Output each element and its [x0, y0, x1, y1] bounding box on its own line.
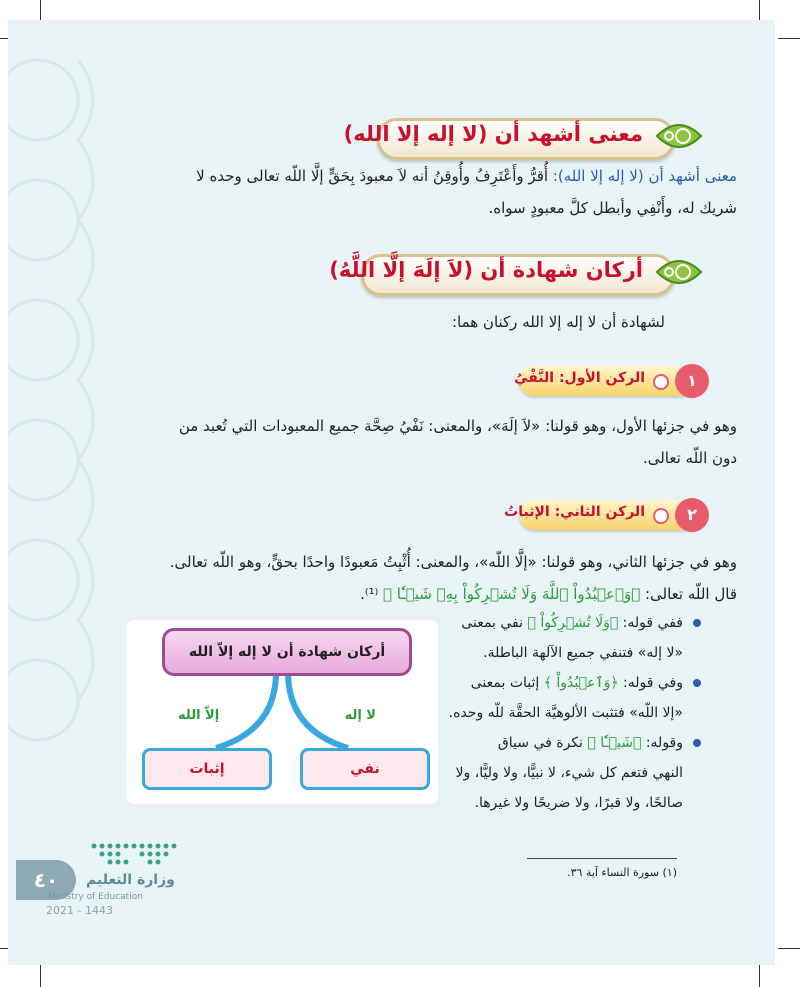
bullet-item: وقوله: ﴿شَيۡـٔٗا ﴾ نكرة في سياق النهي فتعم كل شيء، لا نبيًّا، ولا وليًّا، ولا صالحًا، ولا قبرًا، ولا ضريحًا ولا غيرها.	[353, 728, 683, 818]
paragraph-text: شريك له، وأَنْفِي وأبطل كلَّ معبودٍ سواه.	[488, 199, 737, 217]
diagram-negation-box: نفي	[300, 748, 430, 790]
diagram-right-label: لا إله	[344, 708, 376, 723]
dots-logo-icon	[88, 840, 188, 870]
pillar1-label: الركن الأول: النَّفْيُ	[514, 370, 645, 386]
textbook-page	[8, 20, 775, 965]
pillar1-paragraph	[17, 410, 737, 474]
quran-verse: ﴿وَٱعۡبُدُواْ ﴾	[543, 675, 619, 691]
pillar2-number: ٢	[675, 498, 709, 532]
diagram-affirmation-box: إثبات	[142, 748, 272, 790]
crop-mark	[778, 38, 800, 39]
paragraph-text: وهو في جزئها الثاني، وهو قولنا: «إلَّا اللّه»، والمعنى: أُثْبِتُ مَعبودًا واحدًا بحقٍّ، وهو اللّه تعالى.	[169, 553, 737, 571]
paragraph-text: وهو في جزئها الأول، وهو قولنا: «لاَ إلَهَ»، والمعنى: نَفْيُ صِحَّة جميع المعبودات التي تُعبد من	[178, 417, 737, 435]
section1-title: معنى أشهد أن (لا إله إلا الله)	[343, 122, 643, 146]
bullet-icon	[693, 619, 701, 627]
crop-mark	[759, 0, 760, 22]
quran-verse: ﴿وَلَا تُشۡرِكُواْ ﴾	[527, 615, 619, 631]
diagram-left-label: إلاّ الله	[178, 708, 220, 723]
bullet-icon	[693, 679, 701, 687]
pillar2-label: الركن الثاني: الإثباتُ	[504, 504, 645, 520]
diagram-title: أركان شهادة أن لا إله إلاّ الله	[162, 628, 412, 676]
pillars-diagram	[126, 620, 438, 804]
section1-paragraph	[37, 160, 737, 224]
circle-icon	[653, 508, 669, 524]
ministry-english: Ministry of Education	[48, 892, 143, 902]
circle-icon	[653, 374, 669, 390]
section2-title: أركان شهادة أن (لاَ إلَهَ إلَّا اللَّهُ)	[329, 258, 643, 282]
leaf-ornament-icon	[653, 114, 705, 158]
paragraph-text: قال اللّه تعالى:	[640, 585, 737, 603]
leaf-ornament-icon	[653, 250, 705, 294]
pillar2-paragraph	[17, 546, 737, 610]
crop-mark	[759, 965, 760, 987]
footnote-divider	[527, 858, 677, 859]
bullet-item: وفي قوله: ﴿وَٱعۡبُدُواْ ﴾ إثبات بمعنى «إلا اللّه» فتثبت الألوهيَّة الحقَّة للّه وحده.	[353, 668, 683, 728]
footnote: (١) سورة النساء آية ٣٦.	[567, 866, 677, 879]
section1-banner	[343, 116, 705, 156]
section2-banner	[329, 252, 705, 292]
bullet-item: ففي قوله: ﴿وَلَا تُشۡرِكُواْ ﴾ نفي بمعنى «لا إله» فتنفي جميع الآلهة الباطلة.	[353, 608, 683, 668]
quran-verse: ﴿شَيۡـٔٗا ﴾	[587, 735, 642, 751]
footnote-marker: ⁽¹⁾.	[360, 585, 384, 603]
bullet-icon	[693, 739, 701, 747]
page-number: ٤٠	[16, 860, 76, 900]
paragraph-lead: معنى أشهد أن (لا إله إلا الله):	[552, 167, 737, 185]
pillar1-number: ١	[675, 364, 709, 398]
ministry-logo	[42, 840, 192, 930]
section2-intro: لشهادة أن لا إله إلا الله ركنان هما:	[451, 313, 665, 331]
ministry-year: 2021 - 1443	[46, 904, 113, 917]
pillar1-heading	[514, 366, 705, 396]
pillar2-heading	[504, 500, 705, 530]
quran-verse: ﴿وَٱعۡبُدُواْ ٱللَّهَ وَلَا تُشۡرِكُواْ بِهِۦ شَيۡـٔٗا ﴾	[383, 585, 641, 603]
crop-mark	[40, 965, 41, 987]
paragraph-text: أُقرُّ وأَعْتَرِفُ وأُوقِنُ أنه لاَ معبودَ بِحَقٍّ إلَّا اللّه تعالى وحده لا	[196, 167, 553, 185]
crop-mark	[778, 948, 800, 949]
crop-mark	[40, 0, 41, 22]
ministry-arabic: وزارة التعليم	[86, 872, 175, 888]
paragraph-text: دون اللّه تعالى.	[642, 449, 737, 467]
